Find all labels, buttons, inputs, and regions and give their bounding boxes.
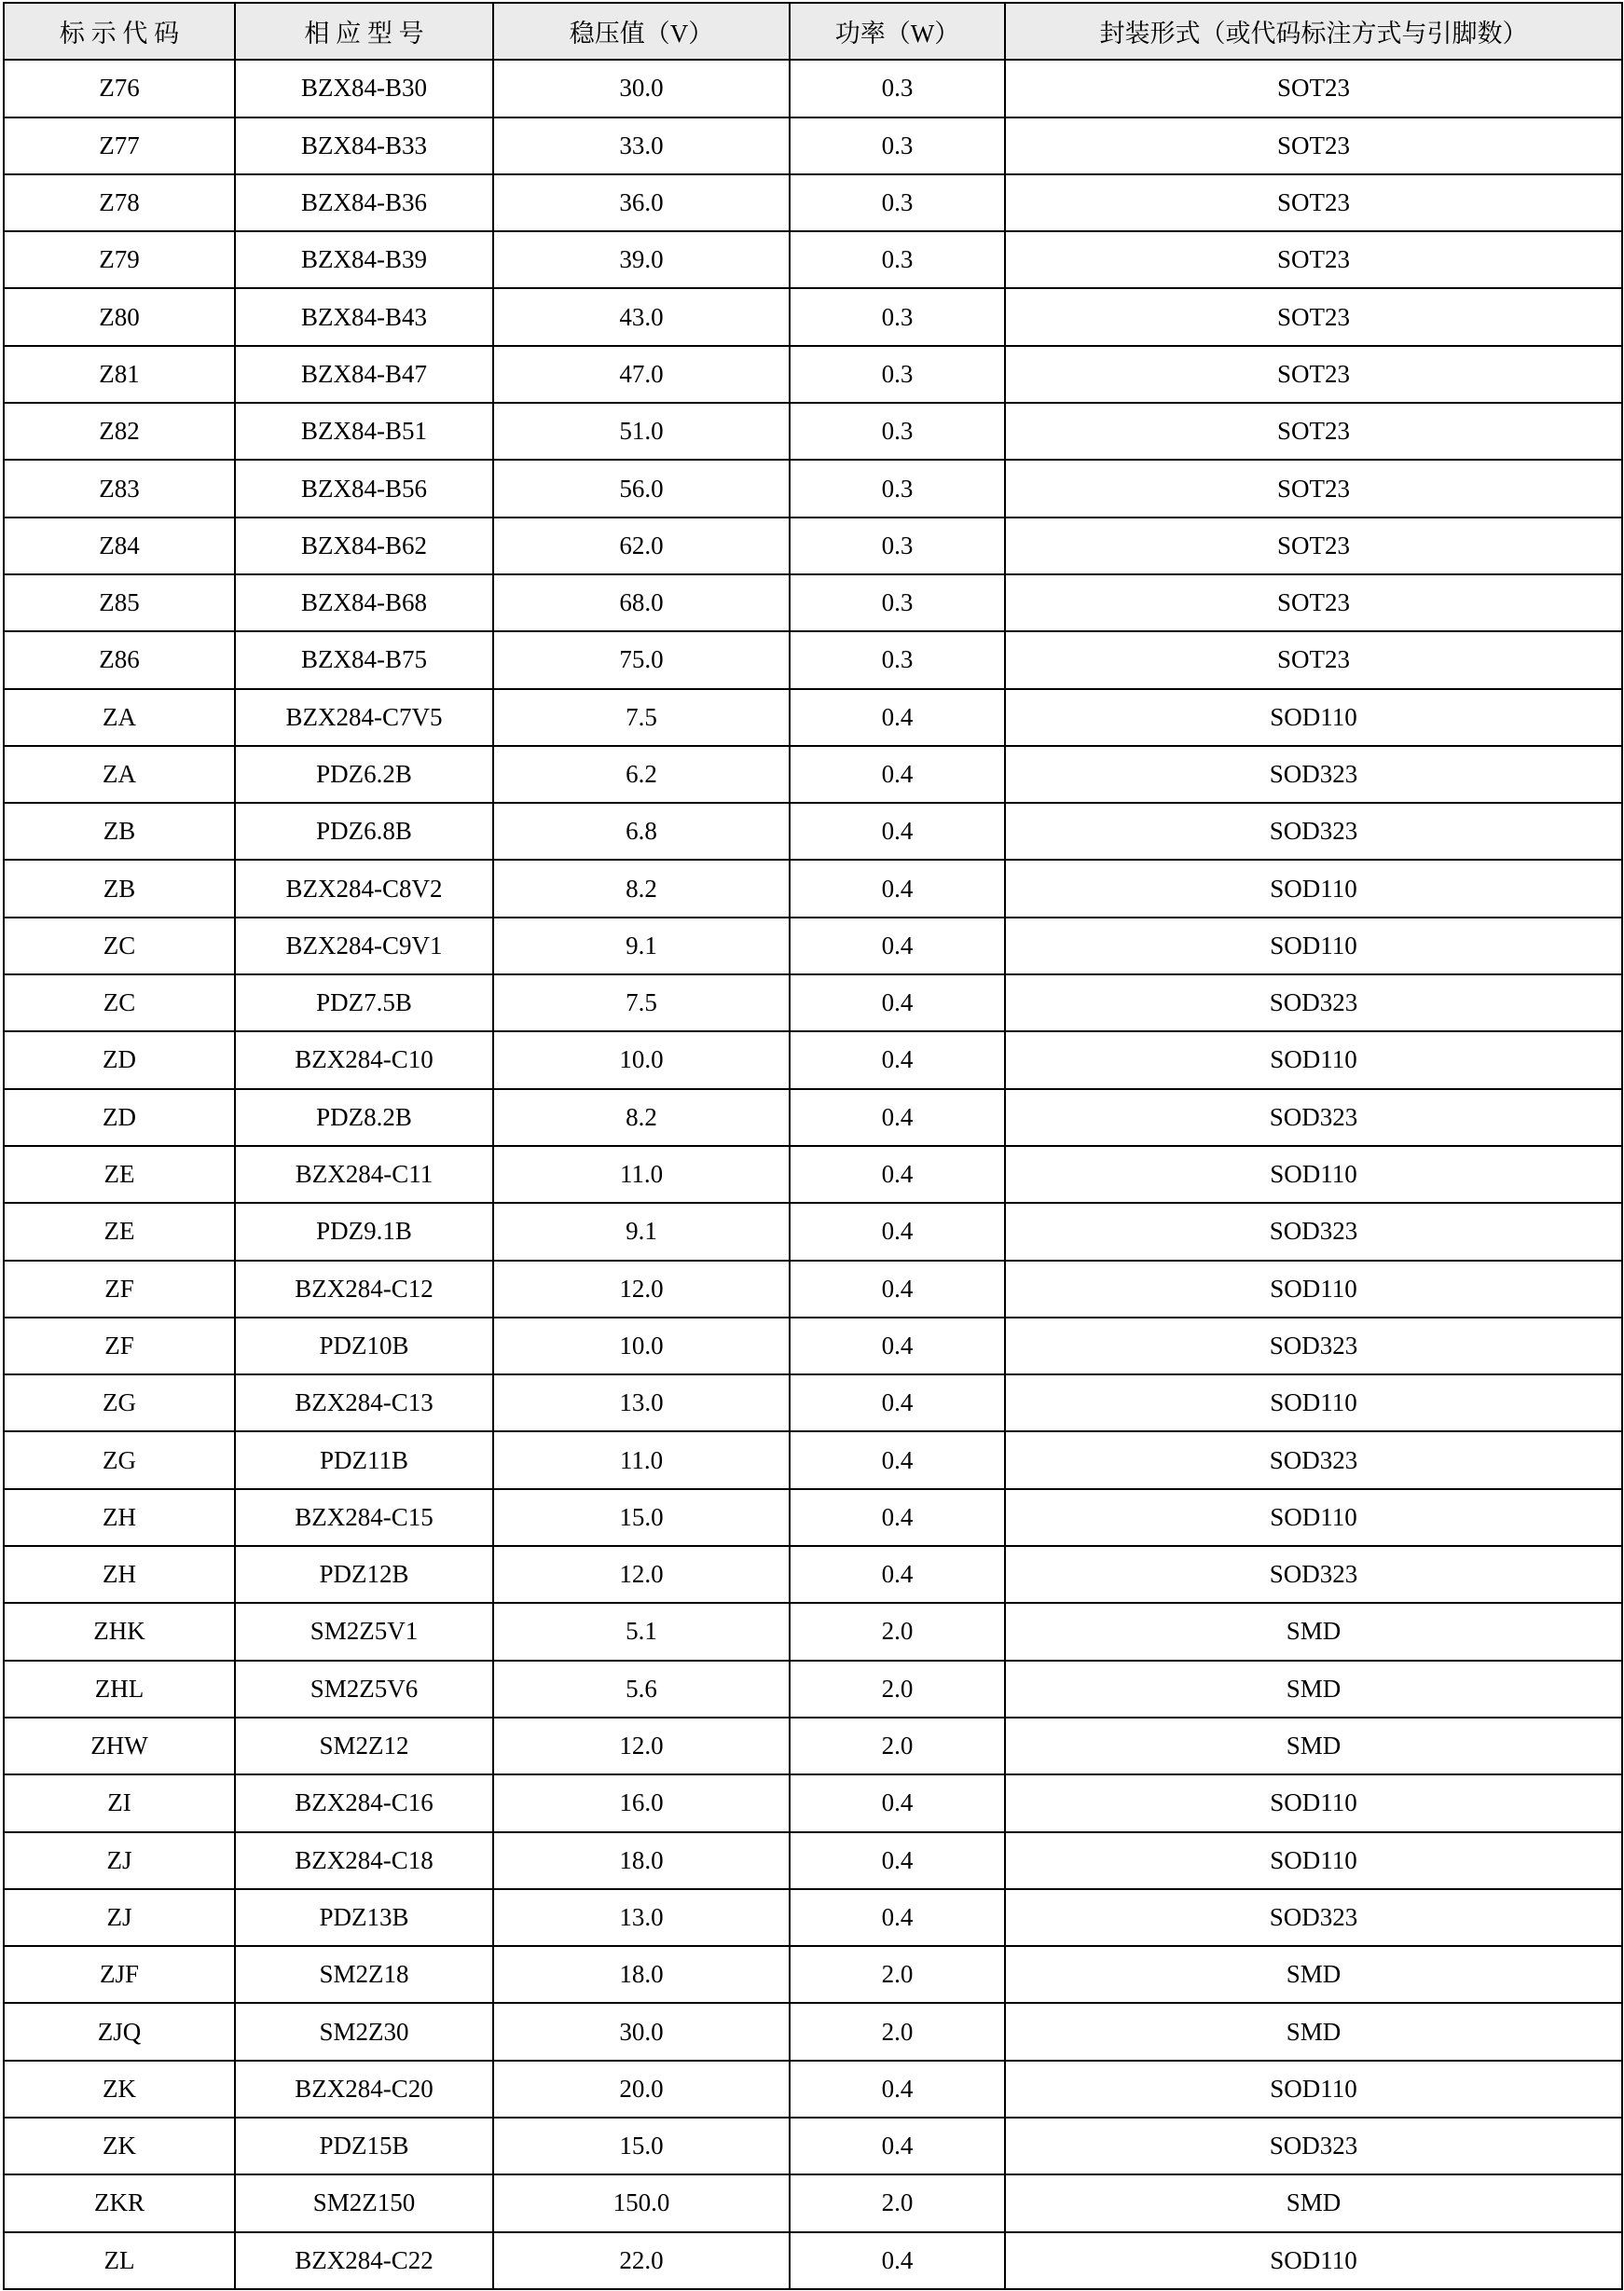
table-row: [4, 2232, 1622, 2289]
cell-package: SMD: [1005, 1661, 1622, 1718]
cell-marking-code: ZHL: [4, 1661, 235, 1718]
cell-part-number: SM2Z12: [235, 1718, 493, 1774]
cell-package: SOD110: [1005, 918, 1622, 974]
cell-marking-code: ZA: [4, 689, 235, 746]
cell-part-number: BZX284-C12: [235, 1261, 493, 1318]
table-row: [4, 288, 1622, 345]
cell-part-number: BZX84-B75: [235, 631, 493, 688]
table-body: [4, 60, 1622, 2289]
cell-power: 0.3: [790, 460, 1005, 517]
cell-zener-voltage: 15.0: [493, 2118, 790, 2174]
table-row: [4, 860, 1622, 917]
cell-part-number: BZX84-B56: [235, 460, 493, 517]
cell-part-number: BZX84-B62: [235, 518, 493, 574]
table-row: [4, 1832, 1622, 1889]
cell-part-number: PDZ9.1B: [235, 1203, 493, 1260]
cell-marking-code: Z78: [4, 174, 235, 231]
cell-part-number: BZX284-C15: [235, 1489, 493, 1546]
table-row: [4, 174, 1622, 231]
cell-part-number: BZX84-B30: [235, 60, 493, 117]
table-row: [4, 1889, 1622, 1946]
cell-zener-voltage: 36.0: [493, 174, 790, 231]
cell-part-number: SM2Z5V6: [235, 1661, 493, 1718]
cell-marking-code: ZD: [4, 1089, 235, 1146]
table-row: [4, 1146, 1622, 1203]
cell-power: 0.4: [790, 1261, 1005, 1318]
cell-part-number: BZX284-C10: [235, 1031, 493, 1088]
table-row: [4, 918, 1622, 974]
table-row: [4, 574, 1622, 631]
cell-package: SOT23: [1005, 631, 1622, 688]
cell-package: SOT23: [1005, 518, 1622, 574]
cell-package: SMD: [1005, 1603, 1622, 1660]
cell-zener-voltage: 5.6: [493, 1661, 790, 1718]
zener-code-table: [3, 2, 1623, 2290]
table-row: [4, 231, 1622, 288]
cell-power: 2.0: [790, 2174, 1005, 2231]
cell-part-number: PDZ13B: [235, 1889, 493, 1946]
cell-zener-voltage: 30.0: [493, 60, 790, 117]
cell-zener-voltage: 6.8: [493, 803, 790, 860]
cell-package: SOD110: [1005, 860, 1622, 917]
cell-part-number: BZX284-C7V5: [235, 689, 493, 746]
cell-part-number: PDZ10B: [235, 1318, 493, 1374]
cell-part-number: SM2Z30: [235, 2003, 493, 2060]
cell-zener-voltage: 30.0: [493, 2003, 790, 2060]
cell-zener-voltage: 51.0: [493, 403, 790, 460]
cell-package: SOD110: [1005, 1146, 1622, 1203]
cell-marking-code: ZJF: [4, 1946, 235, 2003]
cell-marking-code: Z79: [4, 231, 235, 288]
cell-part-number: BZX284-C22: [235, 2232, 493, 2289]
cell-power: 0.4: [790, 1889, 1005, 1946]
cell-part-number: PDZ12B: [235, 1546, 493, 1603]
cell-package: SOT23: [1005, 174, 1622, 231]
cell-package: SMD: [1005, 1946, 1622, 2003]
cell-zener-voltage: 13.0: [493, 1374, 790, 1431]
cell-zener-voltage: 15.0: [493, 1489, 790, 1546]
cell-zener-voltage: 75.0: [493, 631, 790, 688]
cell-marking-code: ZE: [4, 1146, 235, 1203]
table-row: [4, 803, 1622, 860]
cell-package: SOT23: [1005, 60, 1622, 117]
cell-power: 0.4: [790, 1431, 1005, 1488]
cell-power: 2.0: [790, 2003, 1005, 2060]
cell-power: 0.3: [790, 117, 1005, 174]
cell-power: 0.4: [790, 918, 1005, 974]
cell-zener-voltage: 39.0: [493, 231, 790, 288]
cell-package: SOD110: [1005, 2061, 1622, 2118]
table-row: [4, 1946, 1622, 2003]
cell-power: 0.3: [790, 174, 1005, 231]
cell-part-number: PDZ7.5B: [235, 974, 493, 1031]
cell-power: 0.4: [790, 1089, 1005, 1146]
cell-package: SOT23: [1005, 460, 1622, 517]
cell-package: SOD110: [1005, 1031, 1622, 1088]
table-row: [4, 1431, 1622, 1488]
table-row: [4, 974, 1622, 1031]
cell-package: SOD110: [1005, 1832, 1622, 1889]
cell-zener-voltage: 13.0: [493, 1889, 790, 1946]
table-row: [4, 346, 1622, 403]
cell-power: 0.3: [790, 574, 1005, 631]
cell-package: SOT23: [1005, 403, 1622, 460]
cell-marking-code: Z85: [4, 574, 235, 631]
cell-power: 0.4: [790, 2061, 1005, 2118]
cell-marking-code: ZG: [4, 1374, 235, 1431]
cell-zener-voltage: 9.1: [493, 918, 790, 974]
cell-zener-voltage: 6.2: [493, 746, 790, 803]
cell-marking-code: ZL: [4, 2232, 235, 2289]
cell-package: SOT23: [1005, 346, 1622, 403]
cell-part-number: SM2Z150: [235, 2174, 493, 2231]
header-marking-code: 标 示 代 码: [4, 3, 235, 60]
cell-package: SOD323: [1005, 803, 1622, 860]
cell-marking-code: Z84: [4, 518, 235, 574]
table-header: [4, 3, 1622, 60]
cell-marking-code: Z77: [4, 117, 235, 174]
cell-package: SOD110: [1005, 2232, 1622, 2289]
cell-power: 0.3: [790, 403, 1005, 460]
cell-marking-code: ZJQ: [4, 2003, 235, 2060]
table-row: [4, 1546, 1622, 1603]
cell-marking-code: ZF: [4, 1318, 235, 1374]
cell-part-number: SM2Z5V1: [235, 1603, 493, 1660]
table-row: [4, 2003, 1622, 2060]
cell-power: 0.4: [790, 2232, 1005, 2289]
cell-power: 0.4: [790, 1546, 1005, 1603]
header-zener-voltage: 稳压值（V）: [493, 3, 790, 60]
cell-power: 0.4: [790, 1489, 1005, 1546]
cell-package: SOT23: [1005, 231, 1622, 288]
cell-zener-voltage: 68.0: [493, 574, 790, 631]
cell-package: SMD: [1005, 2174, 1622, 2231]
cell-zener-voltage: 10.0: [493, 1318, 790, 1374]
cell-zener-voltage: 12.0: [493, 1546, 790, 1603]
cell-package: SOD110: [1005, 1261, 1622, 1318]
cell-part-number: BZX84-B43: [235, 288, 493, 345]
table-row: [4, 631, 1622, 688]
cell-marking-code: ZKR: [4, 2174, 235, 2231]
cell-marking-code: ZHK: [4, 1603, 235, 1660]
cell-power: 0.3: [790, 231, 1005, 288]
cell-zener-voltage: 12.0: [493, 1261, 790, 1318]
header-power: 功率（W）: [790, 3, 1005, 60]
cell-power: 2.0: [790, 1603, 1005, 1660]
cell-part-number: BZX284-C13: [235, 1374, 493, 1431]
cell-power: 0.3: [790, 288, 1005, 345]
cell-part-number: BZX284-C20: [235, 2061, 493, 2118]
cell-zener-voltage: 56.0: [493, 460, 790, 517]
cell-part-number: PDZ6.2B: [235, 746, 493, 803]
cell-power: 0.4: [790, 1318, 1005, 1374]
cell-zener-voltage: 10.0: [493, 1031, 790, 1088]
table-row: [4, 460, 1622, 517]
cell-power: 2.0: [790, 1661, 1005, 1718]
cell-marking-code: ZHW: [4, 1718, 235, 1774]
table-row: [4, 2061, 1622, 2118]
cell-power: 2.0: [790, 1718, 1005, 1774]
cell-marking-code: ZD: [4, 1031, 235, 1088]
cell-package: SMD: [1005, 2003, 1622, 2060]
cell-part-number: BZX284-C16: [235, 1774, 493, 1831]
cell-marking-code: ZC: [4, 974, 235, 1031]
cell-marking-code: ZC: [4, 918, 235, 974]
cell-part-number: PDZ6.8B: [235, 803, 493, 860]
cell-marking-code: ZB: [4, 860, 235, 917]
cell-power: 0.4: [790, 746, 1005, 803]
cell-power: 0.4: [790, 1832, 1005, 1889]
cell-power: 2.0: [790, 1946, 1005, 2003]
table-row: [4, 1774, 1622, 1831]
table-row: [4, 1374, 1622, 1431]
cell-zener-voltage: 12.0: [493, 1718, 790, 1774]
cell-zener-voltage: 20.0: [493, 2061, 790, 2118]
table-row: [4, 403, 1622, 460]
cell-power: 0.4: [790, 2118, 1005, 2174]
cell-part-number: PDZ15B: [235, 2118, 493, 2174]
cell-part-number: PDZ8.2B: [235, 1089, 493, 1146]
table-row: [4, 1031, 1622, 1088]
cell-package: SOD323: [1005, 746, 1622, 803]
cell-power: 0.4: [790, 860, 1005, 917]
cell-marking-code: ZE: [4, 1203, 235, 1260]
cell-marking-code: ZH: [4, 1489, 235, 1546]
cell-package: SOT23: [1005, 288, 1622, 345]
table-row: [4, 2118, 1622, 2174]
cell-zener-voltage: 47.0: [493, 346, 790, 403]
cell-marking-code: ZG: [4, 1431, 235, 1488]
table-row: [4, 1718, 1622, 1774]
table-row: [4, 1318, 1622, 1374]
cell-power: 0.4: [790, 974, 1005, 1031]
cell-package: SOD323: [1005, 1431, 1622, 1488]
table-row: [4, 1203, 1622, 1260]
cell-power: 0.4: [790, 1031, 1005, 1088]
cell-marking-code: ZJ: [4, 1889, 235, 1946]
cell-package: SOT23: [1005, 117, 1622, 174]
cell-part-number: BZX284-C18: [235, 1832, 493, 1889]
cell-marking-code: Z81: [4, 346, 235, 403]
cell-zener-voltage: 18.0: [493, 1832, 790, 1889]
cell-zener-voltage: 8.2: [493, 860, 790, 917]
table-row: [4, 689, 1622, 746]
cell-marking-code: ZB: [4, 803, 235, 860]
cell-marking-code: ZK: [4, 2061, 235, 2118]
cell-marking-code: ZI: [4, 1774, 235, 1831]
cell-power: 0.4: [790, 1374, 1005, 1431]
cell-zener-voltage: 16.0: [493, 1774, 790, 1831]
cell-marking-code: Z82: [4, 403, 235, 460]
table-row: [4, 1261, 1622, 1318]
cell-part-number: BZX84-B51: [235, 403, 493, 460]
table-row: [4, 1089, 1622, 1146]
cell-power: 0.4: [790, 1774, 1005, 1831]
cell-part-number: PDZ11B: [235, 1431, 493, 1488]
cell-power: 0.3: [790, 60, 1005, 117]
cell-part-number: BZX84-B68: [235, 574, 493, 631]
cell-zener-voltage: 11.0: [493, 1431, 790, 1488]
cell-marking-code: Z76: [4, 60, 235, 117]
cell-marking-code: ZJ: [4, 1832, 235, 1889]
cell-package: SOD323: [1005, 974, 1622, 1031]
cell-power: 0.4: [790, 689, 1005, 746]
cell-power: 0.3: [790, 346, 1005, 403]
cell-zener-voltage: 150.0: [493, 2174, 790, 2231]
cell-marking-code: Z80: [4, 288, 235, 345]
cell-marking-code: ZK: [4, 2118, 235, 2174]
cell-part-number: BZX84-B36: [235, 174, 493, 231]
cell-zener-voltage: 33.0: [493, 117, 790, 174]
cell-package: SMD: [1005, 1718, 1622, 1774]
cell-zener-voltage: 62.0: [493, 518, 790, 574]
cell-package: SOD323: [1005, 1318, 1622, 1374]
cell-zener-voltage: 7.5: [493, 974, 790, 1031]
cell-power: 0.3: [790, 631, 1005, 688]
cell-part-number: BZX84-B39: [235, 231, 493, 288]
cell-part-number: BZX284-C8V2: [235, 860, 493, 917]
cell-part-number: BZX84-B33: [235, 117, 493, 174]
cell-marking-code: ZH: [4, 1546, 235, 1603]
cell-part-number: SM2Z18: [235, 1946, 493, 2003]
cell-package: SOD110: [1005, 689, 1622, 746]
cell-marking-code: ZA: [4, 746, 235, 803]
cell-package: SOD323: [1005, 1889, 1622, 1946]
cell-zener-voltage: 18.0: [493, 1946, 790, 2003]
cell-zener-voltage: 8.2: [493, 1089, 790, 1146]
table-row: [4, 518, 1622, 574]
cell-zener-voltage: 9.1: [493, 1203, 790, 1260]
header-part-number: 相 应 型 号: [235, 3, 493, 60]
cell-marking-code: ZF: [4, 1261, 235, 1318]
cell-power: 0.4: [790, 1146, 1005, 1203]
table-row: [4, 1603, 1622, 1660]
table-row: [4, 1489, 1622, 1546]
cell-part-number: BZX284-C9V1: [235, 918, 493, 974]
cell-marking-code: Z86: [4, 631, 235, 688]
cell-package: SOD110: [1005, 1774, 1622, 1831]
header-row: [4, 3, 1622, 60]
cell-power: 0.4: [790, 803, 1005, 860]
cell-zener-voltage: 7.5: [493, 689, 790, 746]
cell-package: SOD110: [1005, 1489, 1622, 1546]
cell-power: 0.4: [790, 1203, 1005, 1260]
cell-zener-voltage: 22.0: [493, 2232, 790, 2289]
cell-package: SOT23: [1005, 574, 1622, 631]
table-row: [4, 1661, 1622, 1718]
cell-part-number: BZX84-B47: [235, 346, 493, 403]
cell-power: 0.3: [790, 518, 1005, 574]
table-row: [4, 2174, 1622, 2231]
cell-package: SOD323: [1005, 1203, 1622, 1260]
table-row: [4, 117, 1622, 174]
cell-zener-voltage: 5.1: [493, 1603, 790, 1660]
cell-package: SOD110: [1005, 1374, 1622, 1431]
cell-zener-voltage: 11.0: [493, 1146, 790, 1203]
cell-package: SOD323: [1005, 1546, 1622, 1603]
cell-part-number: BZX284-C11: [235, 1146, 493, 1203]
cell-zener-voltage: 43.0: [493, 288, 790, 345]
cell-package: SOD323: [1005, 2118, 1622, 2174]
cell-package: SOD323: [1005, 1089, 1622, 1146]
cell-marking-code: Z83: [4, 460, 235, 517]
table-row: [4, 60, 1622, 117]
table-row: [4, 746, 1622, 803]
header-package: 封装形式（或代码标注方式与引脚数）: [1005, 3, 1622, 60]
